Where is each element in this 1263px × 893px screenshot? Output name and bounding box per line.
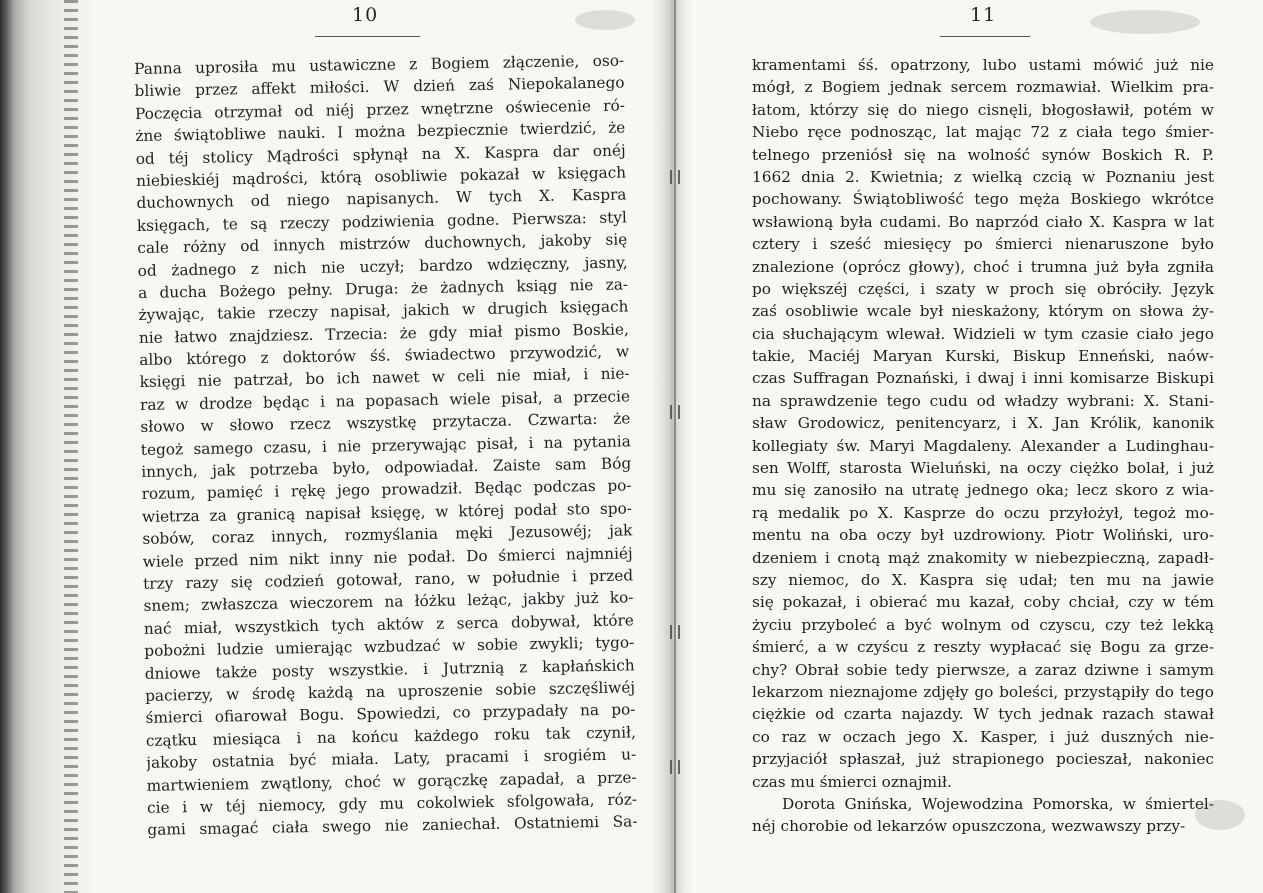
text-line: mógł, z Bogiem jednak sercem rozmawiał. Wielkim pra- — [752, 78, 1214, 97]
text-line: Niebo ręce podnosząc, lat mając 72 z ciała tego śmier- — [752, 123, 1214, 142]
text-line: znalezione (oprócz głowy), choć i trumna już była zgniła — [752, 257, 1214, 276]
text-line: cztery i sześć miesięcy po śmierci nienaruszone było — [752, 235, 1214, 254]
book-edge-speckle — [64, 0, 78, 893]
text-line: pacierzy, w środę każdą na uproszenie sobie szczęśliwéj — [144, 678, 636, 705]
text-line: czątku miesiąca i na końcu każdego roku tak czynił, — [145, 723, 636, 750]
text-line: cale różny od innych mistrzów duchownych, jakoby się — [137, 230, 628, 258]
text-line: po większéj części, i szaty w proch się obróciły. Język — [752, 279, 1214, 298]
text-line: cie i w téj niemocy, gdy mu cokolwiek sfolgowała, róz- — [146, 790, 638, 817]
right-page-text — [752, 54, 1214, 838]
text-line: od téj stolicy Mądrości spłynął na X. Kaspra dar onéj — [135, 140, 626, 168]
text-line: się pokazał, i obierać mu kazał, coby chciał, czy w tém — [752, 593, 1214, 612]
left-page-text — [134, 49, 638, 841]
text-line: szy niemoc, do X. Kaspra się udał; ten mu na jawie — [752, 570, 1214, 589]
text-line: rą medalik po X. Kasprze do oczu przyłożył, tegoż mo- — [752, 503, 1214, 522]
text-line: co raz w oczach jego X. Kasper, i już duszných nie- — [752, 727, 1214, 746]
text-line: żywając, takie rzeczy napisał, jakich w drugich księgach — [138, 297, 629, 325]
text-line: pobożni ludzie umierając wzbudzać w sobie zwykli; tygo- — [144, 633, 635, 661]
text-line: trzy razy się codzień gotował, rano, w południe i przed — [143, 566, 634, 593]
text-line: sen Wolff, starosta Wieluński, na oczy ciężko bolał, i już — [752, 459, 1214, 478]
text-line: księgi nie patrzał, bo ich nawet w celi nie miał, i nie- — [139, 364, 630, 392]
text-line: wietrza za granicą napisał księgę, w której podał sto spo- — [141, 499, 633, 526]
text-line: Poczęcia otrzymał od niéj przez wnętrzne oświecenie ró- — [134, 96, 626, 123]
text-line: łatom, którzy się do niego cisnęli, błogosławił, potém w — [752, 100, 1214, 119]
text-line: żne świątobliwe nauki. I można bezpiecznie twierdzić, że — [135, 118, 626, 146]
text-line: śmierć, a w czyścu z reszty wypłacać się Bogu za grze- — [752, 638, 1214, 657]
header-rule-right — [940, 36, 1030, 37]
book-edge-shadow — [0, 0, 92, 893]
text-line: dzeniem i cnotą mąż znakomity w niebezpieczną, zapadł- — [752, 548, 1214, 567]
text-line: nać miał, wszystkich tych aktów z serca dobywał, które — [143, 611, 635, 638]
text-line: niebieskiéj mądrości, którą osobliwie pokazał w księgach — [135, 163, 627, 190]
text-line: sobów, coraz innych, rozmyślania męki Jezusowéj; jak — [142, 521, 633, 549]
text-line: rozum, pamięć i rękę jego prowadził. Będąc podczas po- — [141, 476, 632, 504]
text-line: 1662 dnia 2. Kwietnia; z wielką czcią w Poznaniu jest — [752, 167, 1214, 186]
text-line: tegoż samego czasu, i nie przerywając pisał, i na pytania — [140, 432, 631, 459]
page-number-right: 11 — [970, 4, 997, 26]
text-line: ciężkie od czarta najazdy. W tych jednak razach stawał — [752, 705, 1214, 724]
text-line: gami smagać ciała swego nie zaniechał. Ostatniemi Sa- — [147, 812, 638, 840]
binding-stitch — [670, 170, 680, 184]
text-line: przyjaciół spłaszał, już strapionego pocieszał, nakoniec — [752, 750, 1214, 769]
header-rule-left — [315, 36, 420, 37]
left-page — [100, 0, 645, 893]
text-line: Panna uprosiła mu ustawiczne z Bogiem złączenie, oso- — [134, 51, 625, 78]
text-line: martwieniem zwątlony, choć w gorączkę zapadał, a prze- — [146, 767, 637, 795]
page-number-left: 10 — [352, 4, 379, 26]
text-line: albo którego z doktorów śś. świadectwo przywodzić, w — [139, 342, 630, 370]
text-line: snem; zwłaszcza wieczorem na łóżku leżąc, jakby już ko- — [143, 588, 634, 616]
text-line: księgach, te są rzeczy podziwienia godne. Pierwsza: styl — [136, 208, 628, 235]
text-line: dniowe także posty wszystkie. i Jutrznią z kapłańskich — [144, 655, 635, 683]
text-line: zaś osobliwie wcale był nieskażony, którym on słowa ży- — [752, 302, 1214, 321]
text-line: takie, Maciéj Maryan Kurski, Biskup Enneński, naów- — [752, 347, 1214, 366]
text-line: a ducha Bożego pełny. Druga: że żadnych ksiąg nie za- — [137, 275, 629, 302]
text-line: cia słuchającym wlewał. Widzieli w tym czasie ciało jego — [752, 324, 1214, 343]
text-line: czas Suffragan Poznański, i dwaj i inni komisarze Biskupi — [752, 369, 1214, 388]
text-line: mu się zanosiło na utratę jednego oka; lecz skoro z wia- — [752, 481, 1214, 500]
binding-stitch — [670, 760, 680, 774]
text-line: raz w drodze będąc i na popasach wiele pisał, a przecie — [139, 387, 631, 414]
text-line: kramentami śś. opatrzony, lubo ustami mówić już nie — [752, 56, 1214, 74]
text-line: innych, jak potrzeba było, odpowiadał. Zaiste sam Bóg — [141, 454, 632, 481]
text-line: jakoby ostatnia być miała. Laty, pracami i srogiém u- — [146, 745, 637, 773]
right-page — [730, 0, 1230, 893]
text-line: kollegiaty św. Maryi Magdaleny. Alexander a Ludinghau- — [752, 436, 1214, 455]
text-line: bliwie przez affekt miłości. W dzień zaś Niepokalanego — [134, 73, 625, 101]
text-line: słowo w słowo rzecz wszystkę przytacza. Czwarta: że — [140, 409, 631, 437]
text-line: życiu przyboleć a być wolnym od czyscu, czy też lekką — [752, 615, 1214, 634]
binding-stitch — [670, 405, 680, 419]
text-line: na sprawdzenie tego cudu od władzy wybrani: X. Stani- — [752, 391, 1214, 410]
text-line: nie łatwo znajdziesz. Trzecia: że gdy miał pismo Boskie, — [138, 320, 629, 347]
text-line: mentu na oba oczy był uzdrowiony. Piotr Woliński, uro- — [752, 526, 1214, 545]
text-line: duchownych od niego napisanych. W tych X. Kaspra — [136, 185, 627, 213]
text-line: néj chorobie od lekarzów opuszczona, wezwawszy przy- — [752, 817, 1186, 836]
text-line: wsławioną była cudami. Bo naprzód ciało X. Kaspra w lat — [752, 212, 1214, 231]
text-line: czas mu śmierci oznajmił. — [752, 772, 952, 791]
text-line: telnego przeniósł się na wolność synów Boskich R. P. — [752, 145, 1214, 164]
text-line: sław Grodowicz, penitencyarz, i X. Jan Królik, kanonik — [752, 414, 1214, 433]
text-line: chy? Obrał sobie tedy pierwsze, a zaraz dziwne i samym — [752, 660, 1214, 679]
binding-stitch — [670, 625, 680, 639]
text-line: wiele przed nim nikt inny nie podał. Do śmierci najmniéj — [142, 543, 633, 571]
text-line: pochowany. Świątobliwość tego męża Boskiego wkrótce — [752, 190, 1214, 209]
text-line: Dorota Gnińska, Wojewodzina Pomorska, w śmiertel- — [782, 794, 1214, 813]
text-line: od żadnego z nich nie uczył; bardzo wdzięczny, jasny, — [137, 252, 628, 280]
text-line: lekarzom nieznajome zdjęły go boleści, przystąpiły do tego — [752, 682, 1214, 701]
text-line: śmierci ofiarował Bogu. Spowiedzi, co przypadały na po- — [145, 700, 636, 728]
